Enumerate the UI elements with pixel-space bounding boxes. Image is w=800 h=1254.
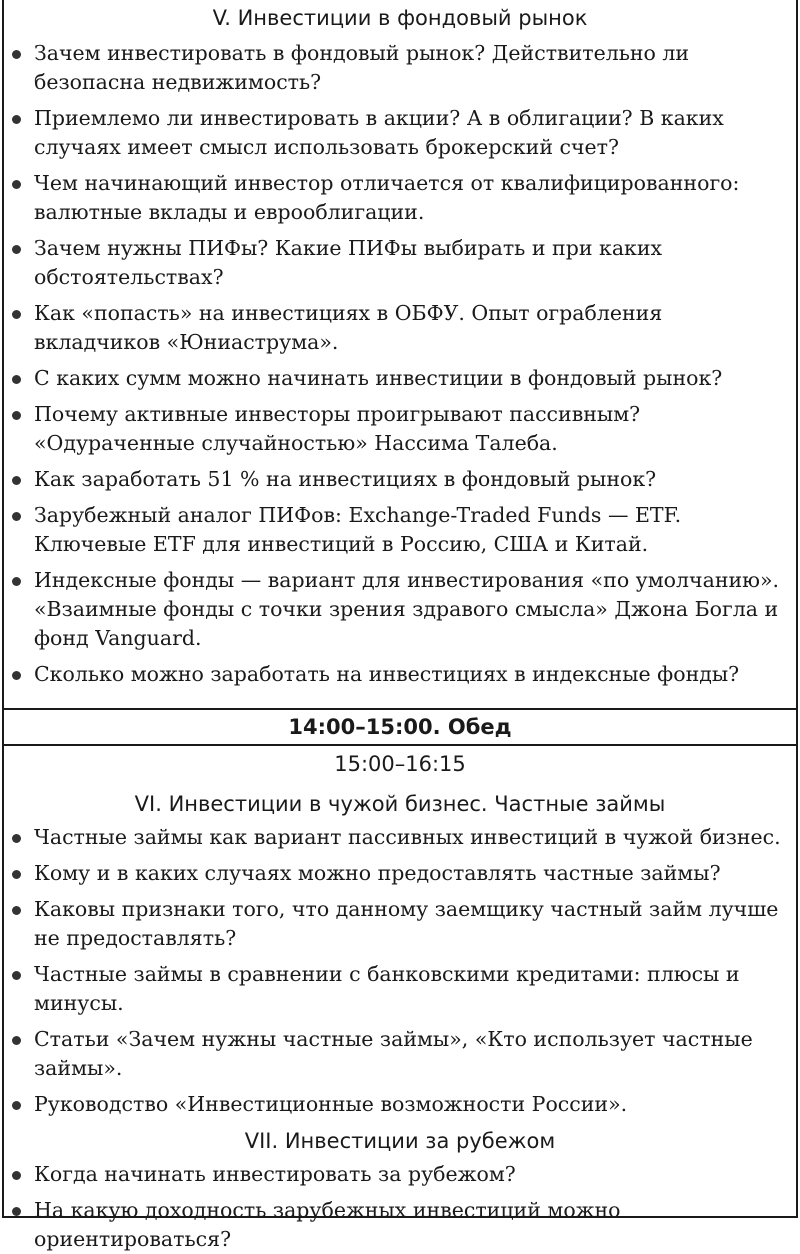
bullet-icon xyxy=(12,577,21,586)
list-item-text: Почему активные инвесторы проигрывают пассивным? «Одураченные случайностью» Нассима Талеба. xyxy=(34,402,641,455)
afternoon-session xyxy=(4,746,796,1251)
list-item-text: Зачем нужны ПИФы? Какие ПИФы выбирать и при каких обстоятельствах? xyxy=(34,236,663,289)
list-item-text: Руководство «Инвестиционные возможности России». xyxy=(34,1092,628,1116)
list-item xyxy=(4,465,796,494)
bullet-icon xyxy=(12,411,21,420)
list-item xyxy=(4,895,796,953)
list-item-text: Индексные фонды — вариант для инвестирования «по умолчанию». «Взаимные фонды с точки зрения здравого смысла» Джона Богла и фонд Vanguard. xyxy=(34,568,780,650)
bullet-icon xyxy=(12,906,21,915)
section-5-list xyxy=(4,39,796,689)
list-item-text: Как «попасть» на инвестициях в ОБФУ. Опыт ограбления вкладчиков «Юниаструма». xyxy=(34,301,663,354)
bullet-icon xyxy=(12,310,21,319)
list-item xyxy=(4,234,796,292)
list-item xyxy=(4,566,796,653)
list-item xyxy=(4,39,796,97)
list-item xyxy=(4,859,796,888)
list-item xyxy=(4,1090,796,1119)
session-time: 15:00–16:15 xyxy=(334,752,466,776)
bullet-icon xyxy=(12,1101,21,1110)
list-item xyxy=(4,169,796,227)
bullet-icon xyxy=(12,476,21,485)
list-item-text: Каковы признаки того, что данному заемщику частный займ лучше не предоставлять? xyxy=(34,897,779,950)
list-item-text: Приемлемо ли инвестировать в акции? А в облигации? В каких случаях имеет смысл использовать брокерский счет? xyxy=(34,106,724,159)
bullet-icon xyxy=(12,512,21,521)
list-item-text: На какую доходность зарубежных инвестиций можно ориентироваться? xyxy=(34,1198,621,1251)
bullet-icon xyxy=(12,50,21,59)
list-item xyxy=(4,823,796,852)
bullet-icon xyxy=(12,245,21,254)
list-item-text: Частные займы как вариант пассивных инвестиций в чужой бизнес. xyxy=(34,825,781,849)
list-item xyxy=(4,1025,796,1083)
bullet-icon xyxy=(12,115,21,124)
section-5 xyxy=(4,0,796,708)
program-table xyxy=(2,0,798,1251)
list-item-text: Когда начинать инвестировать за рубежом? xyxy=(34,1162,516,1186)
lunch-title: 14:00–15:00. Обед xyxy=(288,715,512,739)
list-item xyxy=(4,400,796,458)
list-item xyxy=(4,104,796,162)
section-7-title: VII. Инвестиции за рубежом xyxy=(244,1129,556,1153)
list-item-text: Зачем инвестировать в фондовый рынок? Действительно ли безопасна недвижимость? xyxy=(34,41,690,94)
list-item xyxy=(4,1196,796,1254)
list-item xyxy=(4,501,796,559)
list-item-text: Частные займы в сравнении с банковскими кредитами: плюсы и минусы. xyxy=(34,962,740,1015)
list-item xyxy=(4,960,796,1018)
list-item xyxy=(4,299,796,357)
list-item-text: Кому и в каких случаях можно предоставлять частные займы? xyxy=(34,861,721,885)
list-item xyxy=(4,660,796,689)
bullet-icon xyxy=(12,180,21,189)
section-6-title: VI. Инвестиции в чужой бизнес. Частные займы xyxy=(134,792,666,816)
list-item-text: Статьи «Зачем нужны частные займы», «Кто использует частные займы». xyxy=(34,1027,753,1080)
list-item-text: С каких сумм можно начинать инвестиции в фондовый рынок? xyxy=(34,366,723,390)
list-item-text: Как заработать 51 % на инвестициях в фондовый рынок? xyxy=(34,467,657,491)
bullet-icon xyxy=(12,971,21,980)
bullet-icon xyxy=(12,375,21,384)
bullet-icon xyxy=(12,1036,21,1045)
bullet-icon xyxy=(12,870,21,879)
lunch-row xyxy=(4,710,796,744)
section-6-list xyxy=(4,823,796,1119)
bullet-icon xyxy=(12,834,21,843)
list-item xyxy=(4,1160,796,1189)
list-item xyxy=(4,364,796,393)
section-7-list xyxy=(4,1160,796,1254)
bullet-icon xyxy=(12,1171,21,1180)
section-5-title: V. Инвестиции в фондовый рынок xyxy=(212,6,588,30)
bullet-icon xyxy=(12,1207,21,1216)
list-item-text: Чем начинающий инвестор отличается от квалифицированного: валютные вклады и еврооблигации. xyxy=(34,171,740,224)
list-item-text: Зарубежный аналог ПИФов: Exchange-Traded Funds — ETF. Ключевые ETF для инвестиций в Россию, США и Китай. xyxy=(34,503,682,556)
bullet-icon xyxy=(12,671,21,680)
list-item-text: Сколько можно заработать на инвестициях в индексные фонды? xyxy=(34,662,740,686)
